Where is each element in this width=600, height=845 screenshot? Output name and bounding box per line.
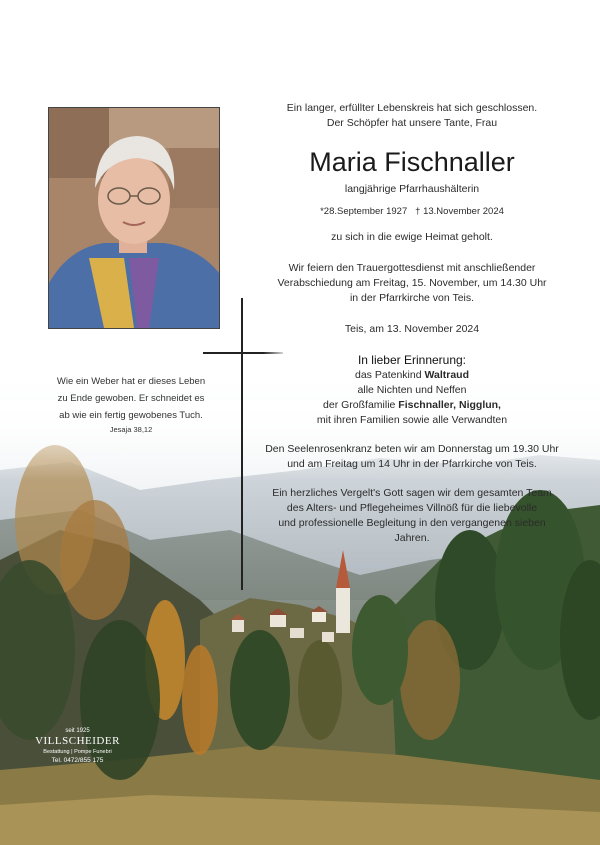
memory-line-3-text: der Großfamilie <box>323 399 399 411</box>
birth-date: *28.September 1927 <box>320 206 408 217</box>
quote-line-2: zu Ende gewoben. Er schneidet es <box>57 393 205 404</box>
intro-line-2: Der Schöpfer hat unsere Tante, Frau <box>326 117 498 129</box>
place-date: Teis, am 13. November 2024 <box>344 323 480 335</box>
quote-line-3: ab wie ein fertig gewobenes Tuch. <box>59 410 203 421</box>
intro-line-1: Ein langer, erfüllter Lebenskreis hat sich geschlossen. <box>286 102 538 114</box>
cross-vertical-bar <box>241 298 243 590</box>
deceased-role: langjährige Pfarrhaushälterin <box>344 183 480 195</box>
bible-quote <box>52 373 210 436</box>
quote-source: Jesaja 38,12 <box>109 425 153 434</box>
memory-line-4: mit ihren Familien sowie alle Verwandten <box>316 414 508 426</box>
logo-subtitle: Bestattung | Pompe Funebri <box>43 749 112 755</box>
service-line-2: Verabschiedung am Freitag, 15. November, um 14.30 Uhr <box>277 277 547 289</box>
rosary-line-1: Den Seelenrosenkranz beten wir am Donnerstag um 19.30 Uhr <box>265 443 559 455</box>
memory-section <box>262 352 562 428</box>
heimat-text: zu sich in die ewige Heimat geholt. <box>331 231 493 243</box>
intro-text <box>262 101 562 131</box>
memory-line-1 <box>262 368 562 383</box>
deceased-name: Maria Fischnaller <box>309 147 515 177</box>
memory-heading: In lieber Erinnerung: <box>357 353 467 367</box>
death-date: † 13.November 2024 <box>415 206 504 217</box>
rosary-line-2: und am Freitag um 14 Uhr in der Pfarrkirche von Teis. <box>287 458 537 470</box>
logo-since: seit 1925 <box>65 728 90 734</box>
quote-line-1: Wie ein Weber hat er dieses Leben <box>56 376 206 387</box>
logo-brand: VILLSCHEIDER <box>35 735 120 747</box>
family-names: Fischnaller, Nigglun, <box>398 399 501 411</box>
rosary-text <box>262 442 562 472</box>
funeral-home-logo <box>30 727 125 766</box>
godchild-name: Waltraud <box>424 369 469 381</box>
memory-line-1-text: das Patenkind <box>355 369 425 381</box>
service-line-1: Wir feiern den Trauergottesdienst mit anschließender <box>288 262 536 274</box>
thanks-text <box>262 486 562 546</box>
thanks-line-2: des Alters- und Pflegeheimes Villnöß für die liebevolle <box>286 502 538 514</box>
portrait-photo <box>48 107 220 329</box>
thanks-line-3: und professionelle Begleitung in den vergangenen sieben Jahren. <box>278 517 546 544</box>
funeral-service-text <box>262 261 562 306</box>
memory-line-2: alle Nichten und Neffen <box>357 384 467 396</box>
thanks-line-1: Ein herzliches Vergelt's Gott sagen wir dem gesamten Team <box>272 487 552 499</box>
logo-phone: Tel. 0472/855 175 <box>51 757 104 764</box>
service-line-3: in der Pfarrkirche von Teis. <box>349 292 475 304</box>
life-dates <box>262 204 562 219</box>
memory-line-3 <box>262 398 562 413</box>
